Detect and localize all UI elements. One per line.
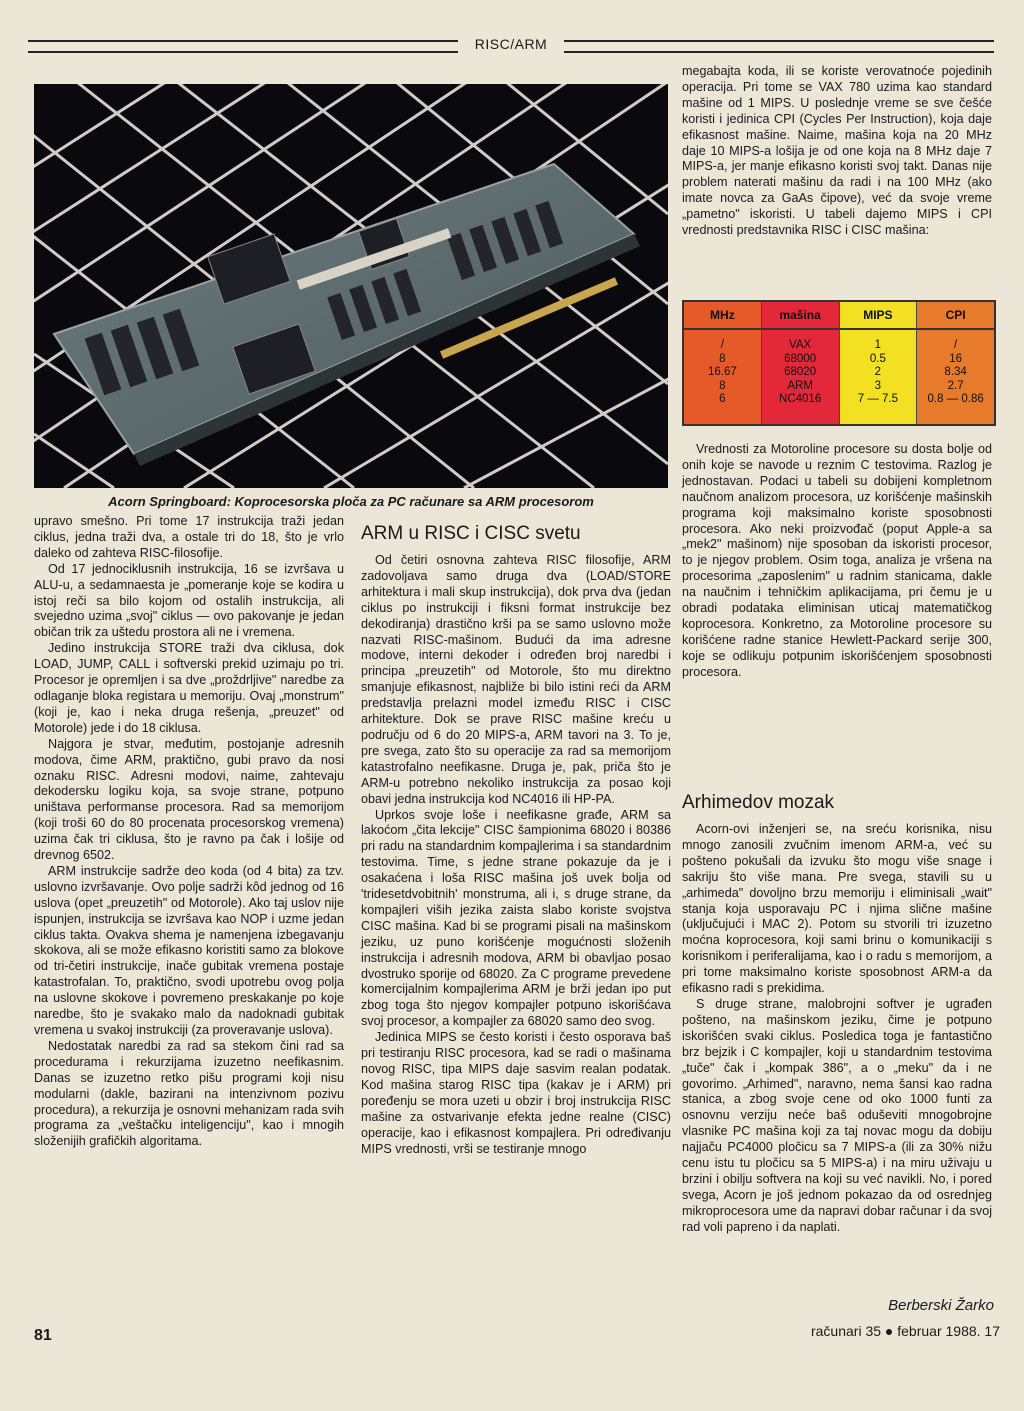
paragraph: Jedinica MIPS se često koristi i često osporava baš pri testiranju RISC procesora, kad se radi o mašinama novog RISC, tipa MIPS daje sasvim realan podatak. Kod mašina starog RISC tipa (kakav je i ARM) pri poređenju se mora uzeti u obzir i broj instrukcija RISC mašine za ostvarivanje efekta jedne realne (CISC) operacije, kao i efikasnost kompajlera. Pri određivanju MIPS vrednosti, vrši se testiranje mnogo	[361, 1030, 671, 1156]
section-header	[28, 34, 994, 56]
table-cell: /	[720, 339, 724, 351]
paragraph: Nedostatak naredbi za rad sa stekom čini rad sa procedurama i rekurzijama izuzetno neefikasnim. Danas se izuzetno retko pišu programi koji nisu modularni (dakle, bazirani na intenzivnom pozivu procedura), a rekurzija je osnovni mehanizam rada svih programa za „veštačku inteligenciju", kao i mnogih složenijih grafičkih algoritama.	[34, 1038, 344, 1149]
table-cell: ARM	[787, 379, 813, 392]
paragraph: megabajta koda, ili se koriste verovatnoće pojedinih operacija. Pri tome se VAX 780 uzima kao standard mašine od 1 MIPS. U poslednje vreme se sve češće koristi i jedinica CPI (Cycles Per Instruction), koja daje efikasnost mašine. Naime, mašina koja na 20 MHz daje 10 MIPS-a lošija je od one koja na 8 MHz daje 7 MIPS-a, jer manje efikasno koristi svoj takt. Danas nije problem naterati mašinu da radi i na 100 MHz (ako imate novca za GaAs čipove), već da svoje vreme „pametno" iskoristi. U tabeli dajemo MIPS i CPI vrednosti predstavnika RISC i CISC mašina:	[682, 64, 992, 238]
paragraph: Od četiri osnovna zahteva RISC filosofije, ARM zadovoljava samo druga dva (LOAD/STORE arhitektura i mali skup instrukcija), dok prva dva (jedan ciklus po instrukciji i fiksni format instrukcije bez dekodiranja) drastično krši pa se samo uslovno može nazvati RISC-mašinom. Budući da ima adresne modove, interni dekoder i određen broj naredbi i principa „preuzetih" od Motorole, što mu direktno smanjuje efikasnost, najbliže bi bilo istini reći da ARM predstavlja prelazni model između RISC i CISC arhitekture. Dok se prave RISC mašine kreću u području od 6 do 20 MIPS-a, ARM tavori na 3. To je, pre svega, zato što su operacije za rad sa memorijom katastrofalno neefikasne. Druga je, pak, priča što je ARM-u potrebno nekoliko instrukcija za posao koji obavi jedna instrukcija kod NC4016 ili HP-PA.	[361, 553, 671, 806]
column-right-top	[682, 64, 992, 239]
paragraph: Acorn-ovi inženjeri se, na sreću korisnika, nisu mnogo zanosili zvučnim imenom ARM-a, već su pošteno pokušali da izvuku što mogu više snage i sakriju što više mana. Pre svega, stavili su u „arhimeda" dovoljno brzu memoriju i eliminisali „wait" stanja koja usporavaju PC i njima slične mašine (uključujući i MAC 2). Potom su stvorili tri izuzetno moćna koprocesora, koji sami brinu o komunikaciji s korisnikom i periferalijama, kao i o radu s memorijom, a pri tome maksimalno koriste sposobnost ARM-a da efikasno radi s prekidima.	[682, 822, 992, 996]
table-cell: 7 — 7.5	[857, 393, 899, 406]
paragraph: Jedino instrukcija STORE traži dva ciklusa, dok LOAD, JUMP, CALL i softverski prekid uzimaju po tri. Procesor je opremljen i sa dve „proždrljive" naredbe za odlaganje bloka registara u memoriju. Ovaj „monstrum" (koji je, kao i neka druga rešenja, „preuzet" od Motorole) jede i do 18 ciklusa.	[34, 641, 344, 735]
paragraph: upravo smešno. Pri tome 17 instrukcija traži jedan ciklus, jedna traži dva, a ostale tri do 18, što je vrlo daleko od zahteva RISC-filosofije.	[34, 514, 344, 560]
table-cell: 3	[874, 379, 882, 392]
paragraph: Uprkos svoje loše i neefikasne građe, ARM sa lakoćom „čita lekcije" CISC šampionima 68020 i 80386 pri radu na standardnim kompajlerima i sa standardnim testovima. Time, s jedne strane pokazuje da je i osakaćena i loša RISC mašina još uvek bolja od 'tridesetdvobitnih' monstruma, ali i, s druge strane, da kompajleri viših jezika zaista slabo koriste svojstva CISC mašina. Kad bi se programi pisali na mašinskom jeziku, uz puno korišćenje mogućnosti složenih instrukcija i adresnih modova, ARM bi obavljao posao dvostruko sporije od 68020. Za C programe prevedene komercijalnim kompajlerima ARM je brži jedan ipo put zbog toga što njegov kompajler potpuno iskorišćava svoj procesor, a kompajler za 68020 samo deo svog.	[361, 807, 671, 1029]
table-cell: VAX	[789, 339, 812, 351]
table-cell: 2.7	[947, 379, 964, 392]
table-column-cpi	[916, 302, 994, 424]
table-cell: 1	[874, 339, 882, 351]
table-cell: 16	[949, 352, 963, 365]
table-cell: 0.8 — 0.86	[927, 393, 984, 406]
column-middle	[361, 523, 671, 1157]
author-signature: Berberski Žarko	[888, 1297, 994, 1314]
table-cell: 8	[719, 352, 726, 365]
mips-cpi-table	[682, 300, 996, 426]
column-right-bottom	[682, 792, 992, 1236]
table-cell: 8.34	[944, 366, 967, 379]
table-cell: NC4016	[779, 393, 822, 406]
table-column-masina	[761, 302, 839, 424]
section-title: RISC/ARM	[474, 36, 548, 52]
table-cell: 68000	[784, 352, 817, 365]
page-number: 81	[34, 1327, 52, 1344]
table-column-mhz	[684, 302, 761, 424]
table-column-mips	[839, 302, 917, 424]
table-header: mašina	[762, 302, 839, 330]
paragraph: Najgora je stvar, međutim, postojanje adresnih modova, čime ARM, praktično, gubi pravo da nosi oznaku RISC. Adresni modovi, naime, zahtevaju dekodersku logiku koja, sa svoje strane, potpuno uništava performanse procesora. Rad sa memorijom (koji troši 60 do 80 procenata procesorskog vremena) uzima čak tri ciklusa, što je ravno pa čak i lošije od drevnog 6502.	[34, 736, 344, 863]
column-left	[34, 514, 344, 1150]
table-cell: /	[954, 339, 958, 351]
photo-caption: Acorn Springboard: Koprocesorska ploča za PC računare sa ARM procesorom	[108, 494, 594, 509]
paragraph: Od 17 jednociklusnih instrukcija, 16 se izvršava u ALU-u, a sedamnaesta je „pomeranje koje se kodira u istoj reči sa bilo kojom od ostalih instrukcija, ali svejedno uzima „svoj" ciklus — ovo pakovanje je jedan običan trik za uštedu prostora ali ne i vremena.	[34, 561, 344, 640]
board-photo-illustration	[34, 84, 668, 488]
paragraph: ARM instrukcije sadrže deo koda (od 4 bita) za tzv. uslovno izvršavanje. Ovo polje sadrži kôd jednog od 16 uslova (opet „preuzetih" od Motorole). Ako taj uslov nije ispunjen, instrukcija se izvršava kao NOP i uzme jedan ciklus takta. Ovakva shema je namenjena izbegavanju skokova, ali se može efikasno koristiti samo za blokove od tri-četiri instrukcije, inače gubitak vremena postaje katastrofalan. To, praktično, svodi upotrebu ovog polja na uslovne skokove i povremeno preskakanje po koje naredbe, što je svakako malo da nadoknadi gubitak vremena u svakoj instrukciji (za proveravanje uslova).	[34, 863, 344, 1037]
table-header: CPI	[917, 302, 994, 330]
column-right-mid	[682, 442, 992, 681]
table-cell: 68020	[784, 366, 817, 379]
paragraph: S druge strane, malobrojni softver je ugrađen pošteno, na mašinskom jeziku, čime je potpuno iskorišćen svaki ciklus. Posledica toga je fantastično brz bejzik i C kompajler, koji u standardnim testovima „tuče" čak i „kompak 386", a o „meku" da i ne govorimo. „Arhimed", naravno, nema šansi kao radna stanica, a zbog svoje cene od oko 1000 funti za osnovnu verziju neće baš oduševiti mnogobrojne vlasnike PC mašina koji za taj novac mogu da dobiju najjaču PC4000 pločicu sa 7 MIPS-a (ili za 30% nižu cenu istu tu pločicu sa 5 MIPS-a) i na miru uživaju u brzini i obilju softvera na koji su već navikli. No, i pored svega, Acorn je još jednom pokazao da od osrednjeg mikroprocesora ume da napravi dobar računar i da svoj rad voli papreno i da naplati.	[682, 996, 992, 1234]
header-rule-right	[564, 40, 994, 53]
table-cell: 0.5	[869, 352, 886, 365]
board-photo	[34, 84, 668, 488]
table-header: MIPS	[840, 302, 917, 330]
table-header: MHz	[684, 302, 761, 330]
section-heading: Arhimedov mozak	[682, 792, 835, 813]
paragraph: Vrednosti za Motoroline procesore su dosta bolje od onih koje se navode u reznim C testovima. Razlog je jednostavan. Podaci u tabeli su dobijeni kompletnom naučnom analizom procesora, uz korišćenje mašinskih programa koji maksimalno koriste sposobnosti procesora. Ako neki proizvođač (poput Apple-a sa „mek2" mašinom) nije sposoban da iskoristi procesor, to je njegov problem. Osim toga, analiza je vršena na procesorima „zaposlenim" u radnim stanicama, dakle na naučnim i tehničkim aplikacijama, pri čemu je u obradi podataka eliminisan uticaj matematičkog koprocesora. Konkretno, za Motoroline procesore su korišćene radne stanice Hewlett-Packard serije 300, koje se odlikuju potpunim iskorišćenjem sposobnosti procesora.	[682, 442, 992, 679]
table-cell: 2	[874, 366, 882, 379]
table-cell: 16.67	[707, 366, 737, 379]
section-heading: ARM u RISC i CISC svetu	[361, 523, 581, 544]
issue-footer: računari 35 ● februar 1988. 17	[810, 1323, 1000, 1339]
table-cell: 8	[719, 379, 726, 392]
header-rule-left	[28, 40, 458, 53]
table-cell: 6	[719, 393, 726, 406]
